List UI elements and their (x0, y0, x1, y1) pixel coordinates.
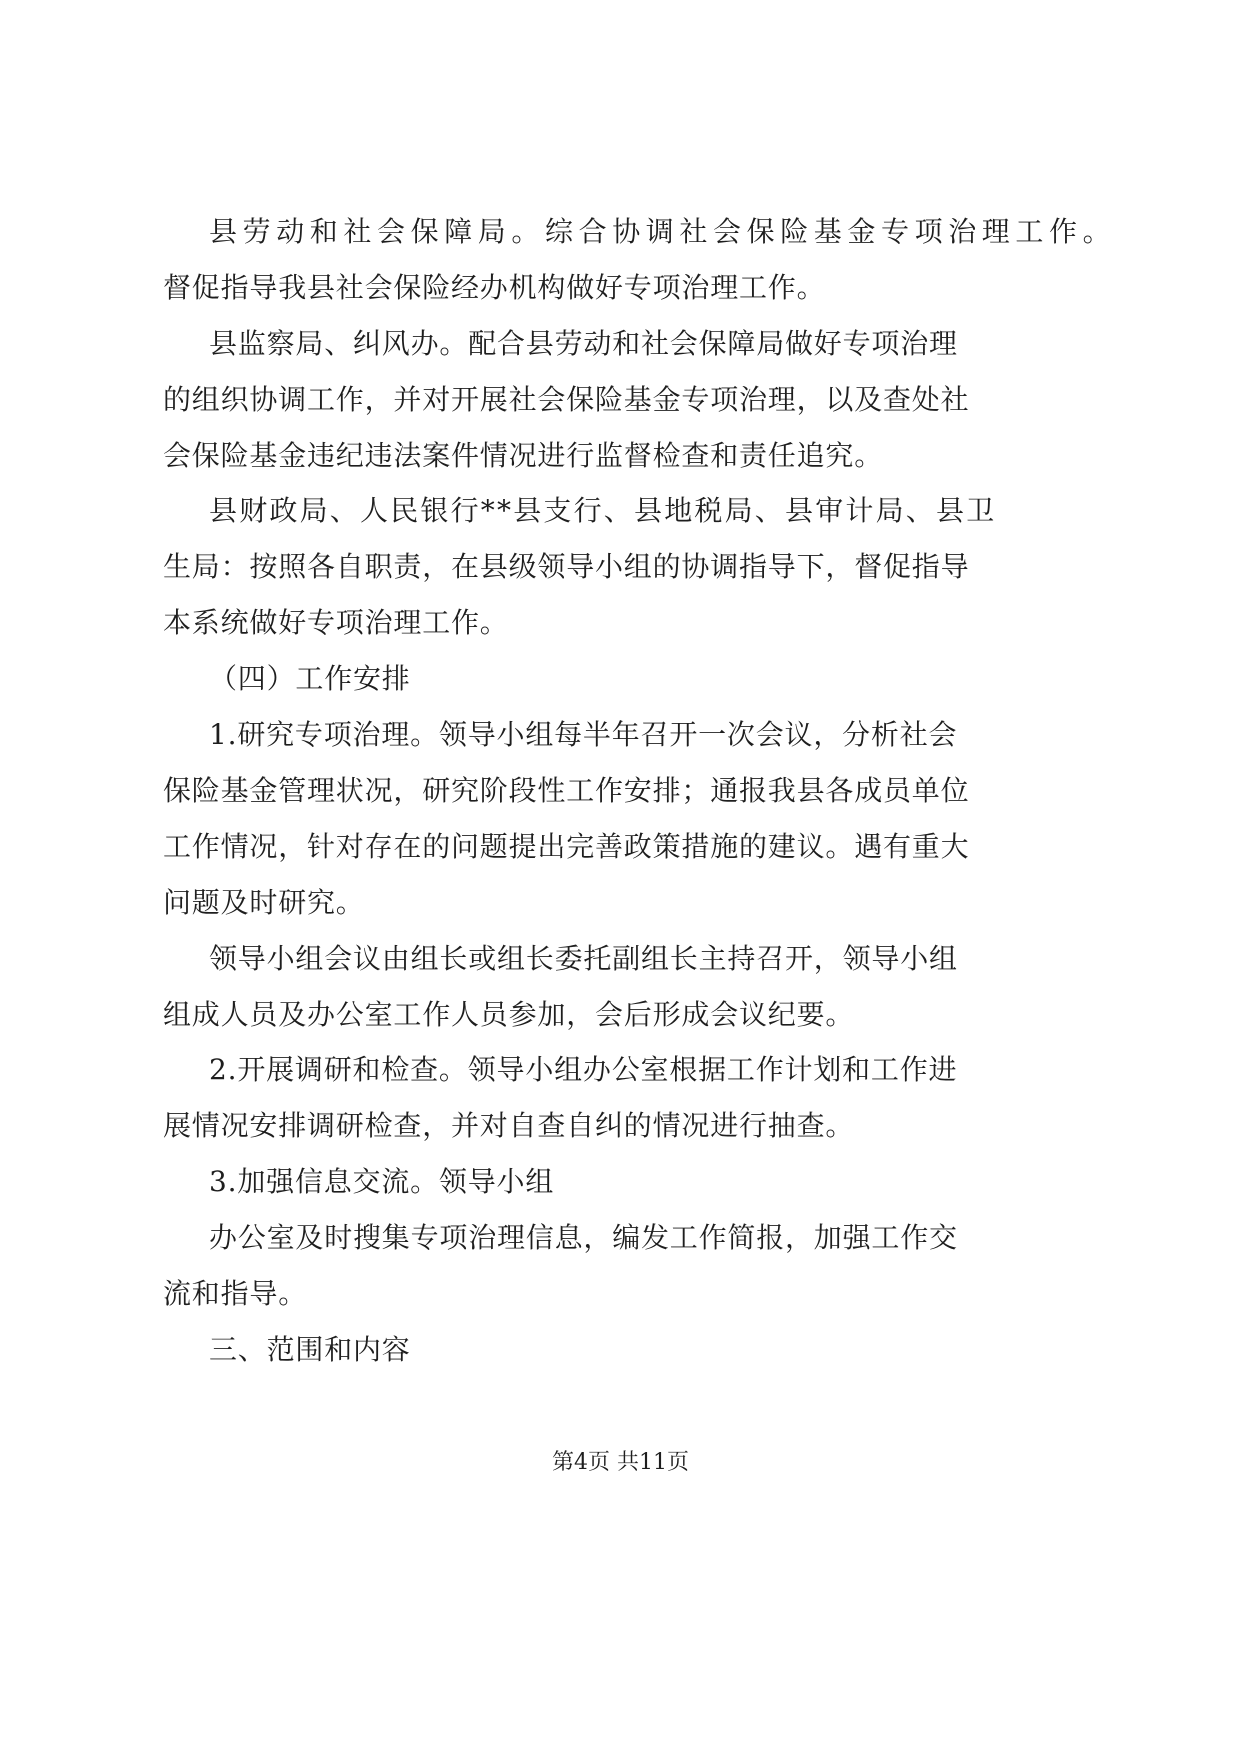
paragraph-line: 生局：按照各自职责，在县级领导小组的协调指导下，督促指导 (163, 550, 970, 583)
paragraph-line: 县监察局、纠风办。配合县劳动和社会保障局做好专项治理 (209, 327, 958, 360)
paragraph-line: 问题及时研究。 (163, 886, 365, 919)
paragraph-line: 1.研究专项治理。领导小组每半年召开一次会议，分析社会 (209, 718, 958, 751)
paragraph-line: 保险基金管理状况，研究阶段性工作安排；通报我县各成员单位 (163, 774, 970, 807)
paragraph-line: 本系统做好专项治理工作。 (163, 606, 509, 639)
section-heading: 三、范围和内容 (209, 1333, 411, 1366)
paragraph-line: 组成人员及办公室工作人员参加，会后形成会议纪要。 (163, 998, 855, 1031)
paragraph-line: 县劳动和社会保障局。综合协调社会保险基金专项治理工作。 (209, 215, 1117, 248)
paragraph-line: 办公室及时搜集专项治理信息，编发工作简报，加强工作交 (209, 1221, 958, 1254)
section-heading: （四）工作安排 (209, 662, 411, 695)
paragraph-line: 督促指导我县社会保险经办机构做好专项治理工作。 (163, 271, 826, 304)
paragraph-line: 领导小组会议由组长或组长委托副组长主持召开，领导小组 (209, 942, 958, 975)
paragraph-line: 会保险基金违纪违法案件情况进行监督检查和责任追究。 (163, 439, 884, 472)
paragraph-line: 展情况安排调研检查，并对自查自纠的情况进行抽查。 (163, 1109, 855, 1142)
paragraph-line: 县财政局、人民银行**县支行、县地税局、县审计局、县卫 (209, 494, 997, 527)
paragraph-line: 3.加强信息交流。领导小组 (209, 1165, 555, 1198)
page-number-footer: 第4页 共11页 (552, 1450, 689, 1475)
paragraph-line: 2.开展调研和检查。领导小组办公室根据工作计划和工作进 (209, 1053, 958, 1086)
paragraph-line: 工作情况，针对存在的问题提出完善政策措施的建议。遇有重大 (163, 830, 970, 863)
paragraph-line: 的组织协调工作，并对开展社会保险基金专项治理，以及查处社 (163, 383, 970, 416)
paragraph-line: 流和指导。 (163, 1277, 308, 1310)
